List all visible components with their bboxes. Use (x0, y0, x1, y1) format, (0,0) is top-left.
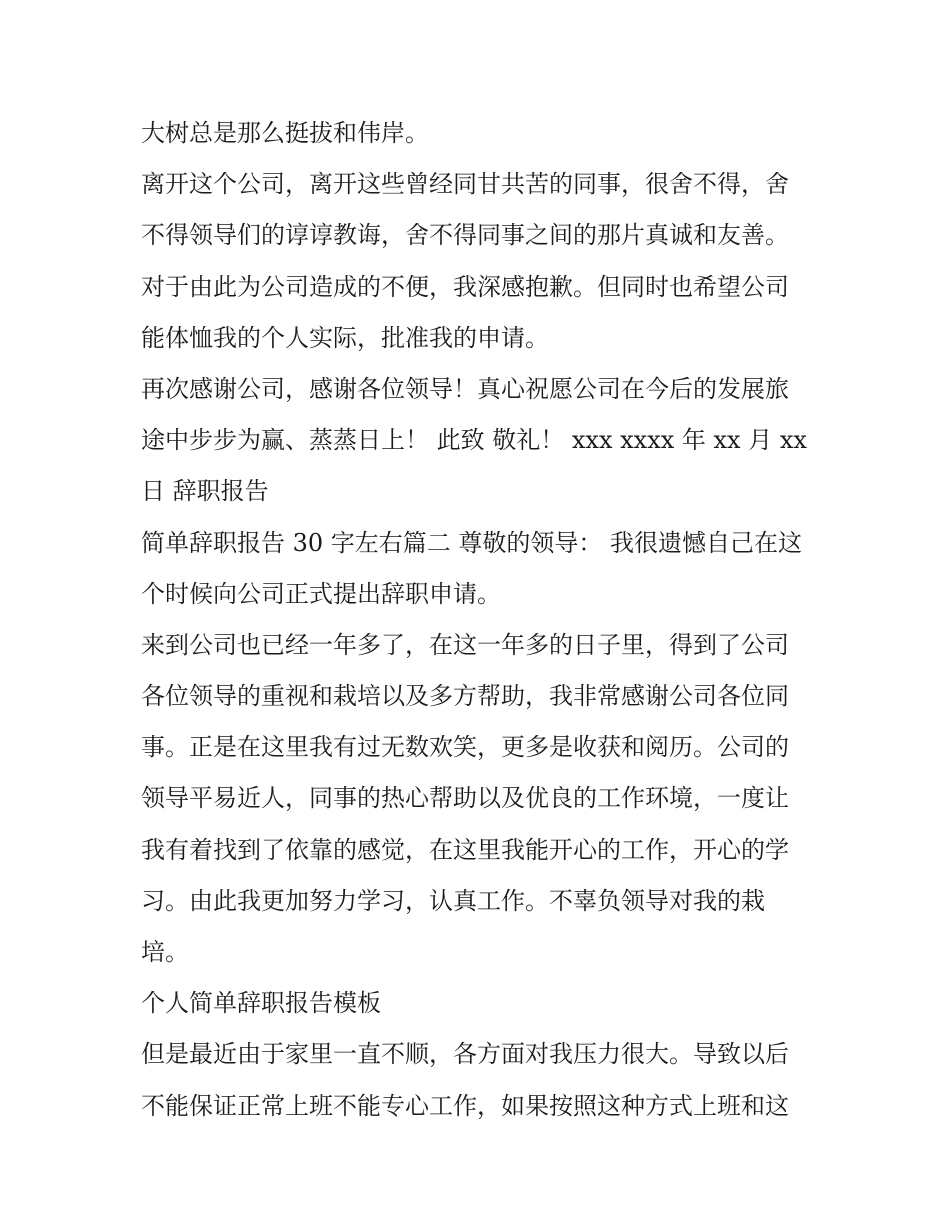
text-line: 各位领导的重视和栽培以及多方帮助，我非常感谢公司各位同 (141, 682, 789, 711)
text-line: 个人简单辞职报告模板 (141, 989, 381, 1018)
text-line: 事。正是在这里我有过无数欢笑，更多是收获和阅历。公司的 (141, 733, 789, 762)
text-line: 我有着找到了依靠的感觉，在这里我能开心的工作，开心的学 (141, 835, 789, 864)
text-line: 对于由此为公司造成的不便，我深感抱歉。但同时也希望公司 (141, 272, 789, 301)
text-line: 途中步步为赢、蒸蒸日上！ 此致 敬礼！ xxx xxxx 年 xx 月 xx (141, 426, 807, 455)
document-body (141, 108, 821, 1132)
text-line: 但是最近由于家里一直不顺，各方面对我压力很大。导致以后 (141, 1040, 789, 1069)
text-line: 来到公司也已经一年多了，在这一年多的日子里，得到了公司 (141, 630, 789, 659)
text-line: 不得领导们的谆谆教诲，舍不得同事之间的那片真诚和友善。 (141, 221, 789, 250)
text-line: 领导平易近人，同事的热心帮助以及优良的工作环境，一度让 (141, 784, 789, 813)
text-line: 再次感谢公司，感谢各位领导！真心祝愿公司在今后的发展旅 (141, 374, 789, 403)
text-line: 不能保证正常上班不能专心工作，如果按照这种方式上班和这 (141, 1091, 789, 1120)
text-line: 个时候向公司正式提出辞职申请。 (141, 579, 501, 608)
text-line: 离开这个公司，离开这些曾经同甘共苦的同事，很舍不得，舍 (141, 170, 789, 199)
text-line: 大树总是那么挺拔和伟岸。 (141, 119, 429, 147)
text-line: 日 辞职报告 (141, 477, 269, 506)
text-line: 简单辞职报告 30 字左右篇二 尊敬的领导： 我很遗憾自己在这 (141, 528, 803, 557)
text-line: 培。 (141, 938, 189, 966)
text-line: 习。由此我更加努力学习，认真工作。不辜负领导对我的栽 (141, 886, 765, 915)
text-line: 能体恤我的个人实际，批准我的申请。 (141, 323, 549, 352)
